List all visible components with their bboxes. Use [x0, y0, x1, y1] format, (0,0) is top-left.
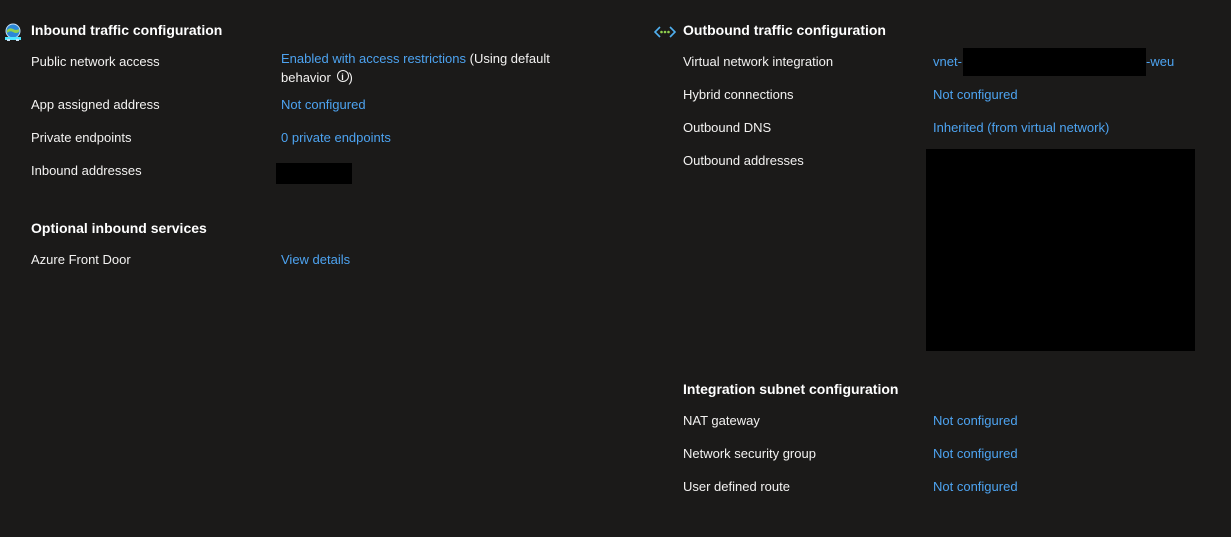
outbound-section-title: Outbound traffic configuration [683, 22, 886, 38]
public-network-access-value [281, 49, 550, 87]
access-restrictions-link[interactable]: Enabled with access restrictions [281, 51, 466, 66]
outbound-dns-link[interactable]: Inherited (from virtual network) [933, 120, 1110, 135]
private-endpoints-label: Private endpoints [31, 130, 132, 145]
globe-network-icon [3, 22, 23, 45]
app-assigned-address-label: App assigned address [31, 97, 160, 112]
private-endpoints-link[interactable]: 0 private endpoints [281, 130, 391, 145]
public-network-access-label: Public network access [31, 54, 160, 69]
udr-label: User defined route [683, 479, 790, 494]
hybrid-connections-link[interactable]: Not configured [933, 87, 1018, 102]
nsg-link[interactable]: Not configured [933, 446, 1018, 461]
inbound-addresses-redacted [276, 163, 352, 184]
outbound-addresses-label: Outbound addresses [683, 153, 804, 168]
vnet-name-redacted [963, 48, 1146, 76]
info-icon[interactable]: i [337, 70, 349, 82]
udr-link[interactable]: Not configured [933, 479, 1018, 494]
vnet-integration-label: Virtual network integration [683, 54, 834, 69]
default-behavior-note: (Using default [469, 51, 550, 66]
azure-front-door-link[interactable]: View details [281, 252, 351, 267]
app-assigned-address-link[interactable]: Not configured [281, 97, 366, 112]
inbound-addresses-label: Inbound addresses [31, 163, 142, 178]
outbound-dns-label: Outbound DNS [683, 120, 772, 135]
integration-subnet-title: Integration subnet configuration [683, 381, 899, 397]
default-behavior-note-end: ) [348, 70, 353, 85]
outbound-addresses-redacted [926, 149, 1195, 351]
hybrid-connections-label: Hybrid connections [683, 87, 794, 102]
azure-front-door-label: Azure Front Door [31, 252, 131, 267]
nat-gateway-link[interactable]: Not configured [933, 413, 1018, 428]
default-behavior-note-2: behavior [281, 70, 331, 85]
nsg-label: Network security group [683, 446, 816, 461]
optional-inbound-title: Optional inbound services [31, 220, 207, 236]
inbound-section-title: Inbound traffic configuration [31, 22, 223, 38]
connection-arrows-icon [654, 24, 676, 43]
nat-gateway-label: NAT gateway [683, 413, 760, 428]
vnet-integration-link-suffix[interactable]: -weu [1146, 54, 1175, 69]
vnet-integration-link-prefix[interactable]: vnet- [933, 54, 962, 69]
